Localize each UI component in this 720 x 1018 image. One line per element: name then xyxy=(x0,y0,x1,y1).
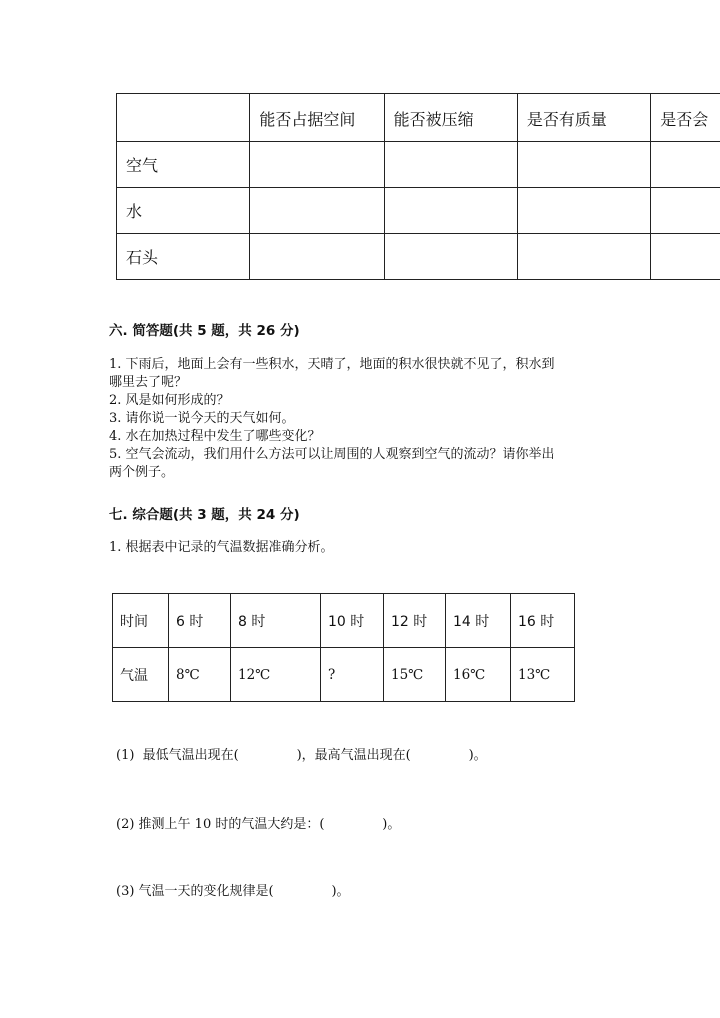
property-table xyxy=(116,93,720,280)
table-header-row xyxy=(117,94,720,142)
table-cell: 16 时 xyxy=(511,594,575,648)
table-row xyxy=(117,234,720,280)
answer-cell[interactable] xyxy=(384,142,517,188)
header-cell: 能否被压缩 xyxy=(384,94,517,142)
answer-cell[interactable] xyxy=(517,234,650,280)
question-text: 5. 空气会流动，我们用什么方法可以让周围的人观察到空气的流动？请你举出 xyxy=(109,447,555,462)
table-cell: 8 时 xyxy=(231,594,321,648)
answer-cell[interactable] xyxy=(250,142,384,188)
table-row xyxy=(113,594,575,648)
row-label: 水 xyxy=(117,188,250,234)
section7-title: 七. 综合题(共 3 题，共 24 分) xyxy=(109,507,300,523)
question-text: 2. 风是如何形成的？ xyxy=(109,393,230,408)
section7-question1: 1. 根据表中记录的气温数据准确分析。 xyxy=(109,540,334,555)
table-cell: 时间 xyxy=(113,594,169,648)
question-text: 4. 水在加热过程中发生了哪些变化？ xyxy=(109,429,321,444)
table-cell: 14 时 xyxy=(446,594,511,648)
subquestion-1: (1) 最低气温出现在( )，最高气温出现在( )。 xyxy=(116,748,487,763)
table-cell: 16℃ xyxy=(446,648,511,702)
header-cell: 能否占据空间 xyxy=(250,94,384,142)
header-cell xyxy=(117,94,250,142)
table-row xyxy=(117,188,720,234)
answer-cell[interactable] xyxy=(384,188,517,234)
table-cell: 12℃ xyxy=(231,648,321,702)
answer-cell[interactable] xyxy=(250,188,384,234)
section6-title: 六. 简答题(共 5 题，共 26 分) xyxy=(109,323,300,339)
table-cell: ? xyxy=(321,648,384,702)
question-text: 两个例子。 xyxy=(109,465,175,480)
answer-cell[interactable] xyxy=(517,188,650,234)
question-text: 3. 请你说一说今天的天气如何。 xyxy=(109,411,295,426)
temperature-table xyxy=(112,593,575,702)
subquestion-3: (3) 气温一天的变化规律是( )。 xyxy=(116,884,350,899)
table-cell: 15℃ xyxy=(384,648,446,702)
answer-cell[interactable] xyxy=(250,234,384,280)
question-text: 哪里去了呢？ xyxy=(109,375,188,390)
answer-cell[interactable] xyxy=(651,234,720,280)
section6-questions xyxy=(109,356,609,482)
subquestion-2: (2) 推测上午 10 时的气温大约是：( )。 xyxy=(116,817,401,832)
header-cell: 是否有质量 xyxy=(517,94,650,142)
answer-cell[interactable] xyxy=(384,234,517,280)
table-cell: 10 时 xyxy=(321,594,384,648)
table-cell: 8℃ xyxy=(169,648,231,702)
question-text: 1. 下雨后，地面上会有一些积水，天晴了，地面的积水很快就不见了，积水到 xyxy=(109,357,555,372)
header-cell: 是否会 xyxy=(651,94,720,142)
table-row xyxy=(117,142,720,188)
answer-cell[interactable] xyxy=(651,142,720,188)
table-cell: 12 时 xyxy=(384,594,446,648)
table-row xyxy=(113,648,575,702)
table-cell: 13℃ xyxy=(511,648,575,702)
row-label: 石头 xyxy=(117,234,250,280)
table-cell: 6 时 xyxy=(169,594,231,648)
table-cell: 气温 xyxy=(113,648,169,702)
answer-cell[interactable] xyxy=(651,188,720,234)
row-label: 空气 xyxy=(117,142,250,188)
answer-cell[interactable] xyxy=(517,142,650,188)
